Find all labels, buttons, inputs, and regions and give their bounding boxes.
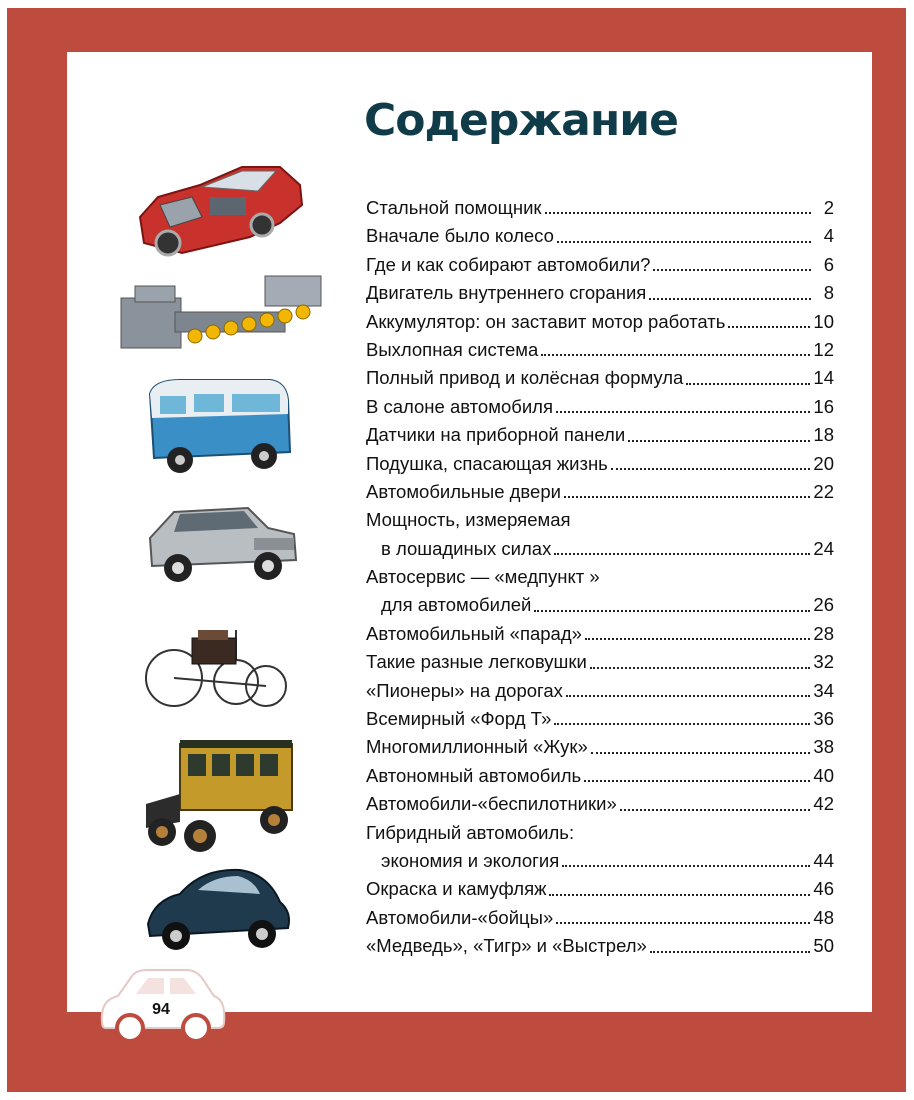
toc-page-number: 42	[813, 793, 834, 815]
toc-page-number: 34	[813, 679, 834, 701]
dot-leader	[649, 298, 811, 300]
toc-page-number: 46	[813, 878, 834, 900]
toc-line	[366, 450, 834, 478]
cutaway-sedan-illustration	[130, 145, 310, 265]
toc-entry	[366, 450, 834, 478]
toc-line	[366, 648, 834, 676]
toc-page-number: 10	[813, 310, 834, 332]
dot-leader	[549, 894, 810, 896]
toc-line	[366, 535, 834, 563]
toc-entry-title: Аккумулятор: он заставит мотор работать	[366, 310, 726, 332]
toc-line	[366, 790, 834, 818]
page-title: Содержание	[364, 95, 678, 146]
toc-entry-title: Подушка, спасающая жизнь	[366, 452, 608, 474]
toc-line	[366, 421, 834, 449]
beetle-car-illustration	[140, 862, 295, 957]
dot-leader	[564, 496, 810, 498]
toc-page-number: 20	[813, 452, 834, 474]
toc-page-number: 50	[813, 935, 834, 957]
page-number: 94	[152, 1001, 170, 1018]
vintage-bus-illustration	[140, 738, 298, 858]
toc-entry	[366, 222, 834, 250]
toc-line	[366, 279, 834, 307]
toc-line	[366, 733, 834, 761]
toc-entry-title: Двигатель внутреннего сгорания	[366, 282, 647, 304]
dot-leader	[650, 951, 811, 953]
assembly-line-illustration	[115, 268, 325, 358]
toc-entry-title: для автомобилей	[381, 594, 532, 616]
toc-line	[366, 251, 834, 279]
dot-leader	[590, 667, 811, 669]
toc-entry	[366, 279, 834, 307]
toc-entry-title: Автосервис — «медпункт »	[366, 566, 600, 588]
toc-line	[366, 620, 834, 648]
toc-entry-title: Мощность, измеряемая	[366, 509, 571, 531]
dot-leader	[541, 354, 810, 356]
toc-entry-title: Автомобили-«бойцы»	[366, 906, 554, 928]
dot-leader	[562, 865, 810, 867]
dot-leader	[611, 468, 811, 470]
toc-page-number: 6	[823, 253, 834, 275]
dot-leader	[728, 326, 810, 328]
toc-page-number: 22	[813, 480, 834, 502]
early-motorcar-illustration	[140, 620, 298, 715]
toc-page-number: 2	[823, 197, 834, 218]
red-border-right	[872, 8, 906, 1092]
toc-entry-title: Где и как собирают автомобили?	[366, 253, 651, 275]
dot-leader	[534, 610, 810, 612]
toc-line	[366, 705, 834, 733]
toc-entry	[366, 393, 834, 421]
dot-leader	[620, 809, 811, 811]
dot-leader	[566, 695, 811, 697]
toc-entry	[366, 194, 834, 222]
toc-entry	[366, 790, 834, 818]
toc-entry	[366, 904, 834, 932]
dot-leader	[584, 780, 810, 782]
toc-entry	[366, 421, 834, 449]
toc-page-number: 36	[813, 708, 834, 730]
toc-line	[366, 762, 834, 790]
dot-leader	[556, 922, 810, 924]
toc-line	[366, 506, 834, 534]
toc-page-number: 28	[813, 622, 834, 644]
toc-line	[366, 591, 834, 619]
toc-entry	[366, 648, 834, 676]
toc-entry	[366, 620, 834, 648]
toc-line	[366, 194, 834, 222]
toc-entry	[366, 733, 834, 761]
toc-entry-title: Автомобильные двери	[366, 480, 561, 502]
toc-entry-title: Окраска и камуфляж	[366, 878, 547, 900]
toc-entry	[366, 364, 834, 392]
toc-page-number: 24	[813, 537, 834, 559]
toc-entry-title: В салоне автомобиля	[366, 395, 553, 417]
toc-page-number: 18	[813, 424, 834, 446]
toc-page-number: 12	[813, 338, 834, 360]
toc-page-number: 16	[813, 395, 834, 417]
toc-line	[366, 847, 834, 875]
toc-line	[366, 222, 834, 250]
toc-page-number: 44	[813, 849, 834, 871]
toc-page-number: 4	[823, 225, 834, 247]
dot-leader	[686, 383, 810, 385]
dot-leader	[554, 723, 810, 725]
dot-leader	[653, 269, 811, 271]
toc-entry	[366, 506, 834, 563]
toc-page-number: 26	[813, 594, 834, 616]
toc-entry	[366, 563, 834, 620]
toc-entry-title: Автомобильный «парад»	[366, 622, 582, 644]
toc-line	[366, 904, 834, 932]
silver-suv-illustration	[144, 498, 299, 588]
blue-minibus-illustration	[140, 374, 295, 484]
toc-line	[366, 677, 834, 705]
toc-entry-title: Полный привод и колёсная формула	[366, 367, 684, 389]
red-border-left	[7, 8, 67, 1092]
toc-entry	[366, 762, 834, 790]
toc-entry-title: «Медведь», «Тигр» и «Выстрел»	[366, 935, 647, 957]
toc-line	[366, 819, 834, 847]
toc-line	[366, 336, 834, 364]
toc-entry-title: Выхлопная система	[366, 338, 539, 360]
toc-line	[366, 308, 834, 336]
toc-entry-title: Такие разные легковушки	[366, 651, 587, 673]
toc-page-number: 48	[813, 906, 834, 928]
toc-line	[366, 932, 834, 960]
toc-entry-title: экономия и экология	[381, 849, 560, 871]
toc-entry	[366, 932, 834, 960]
dot-leader	[545, 212, 811, 214]
toc-entry	[366, 677, 834, 705]
toc-entry-title: «Пионеры» на дорогах	[366, 679, 563, 701]
toc-entry	[366, 819, 834, 876]
dot-leader	[554, 553, 810, 555]
toc-entry-title: Автомобили-«беспилотники»	[366, 793, 617, 815]
toc-line	[366, 393, 834, 421]
toc-entry	[366, 308, 834, 336]
toc-line	[366, 563, 834, 591]
dot-leader	[585, 638, 810, 640]
dot-leader	[628, 440, 810, 442]
toc-entry-title: Датчики на приборной панели	[366, 424, 626, 446]
toc-entry-title: Гибридный автомобиль:	[366, 821, 575, 843]
toc-page-number: 38	[813, 736, 834, 758]
toc-page-number: 14	[813, 367, 834, 389]
toc-page-number: 40	[813, 764, 834, 786]
toc-entry	[366, 336, 834, 364]
toc-entry	[366, 705, 834, 733]
toc-line	[366, 875, 834, 903]
red-border-top	[7, 8, 906, 52]
toc-entry-title: в лошадиных силах	[381, 537, 552, 559]
toc-entry-title: Всемирный «Форд Т»	[366, 708, 552, 730]
table-of-contents	[366, 194, 834, 961]
toc-line	[366, 364, 834, 392]
toc-entry-title: Стальной помощник	[366, 197, 542, 218]
toc-page-number: 32	[813, 651, 834, 673]
toc-entry	[366, 251, 834, 279]
toc-line	[366, 478, 834, 506]
toc-entry-title: Многомиллионный «Жук»	[366, 736, 588, 758]
dot-leader	[591, 752, 811, 754]
toc-entry-title: Автономный автомобиль	[366, 764, 582, 786]
toc-entry-title: Вначале было колесо	[366, 225, 554, 247]
toc-entry	[366, 875, 834, 903]
dot-leader	[557, 241, 811, 243]
toc-entry	[366, 478, 834, 506]
dot-leader	[556, 411, 810, 413]
toc-page-number: 8	[823, 282, 834, 304]
